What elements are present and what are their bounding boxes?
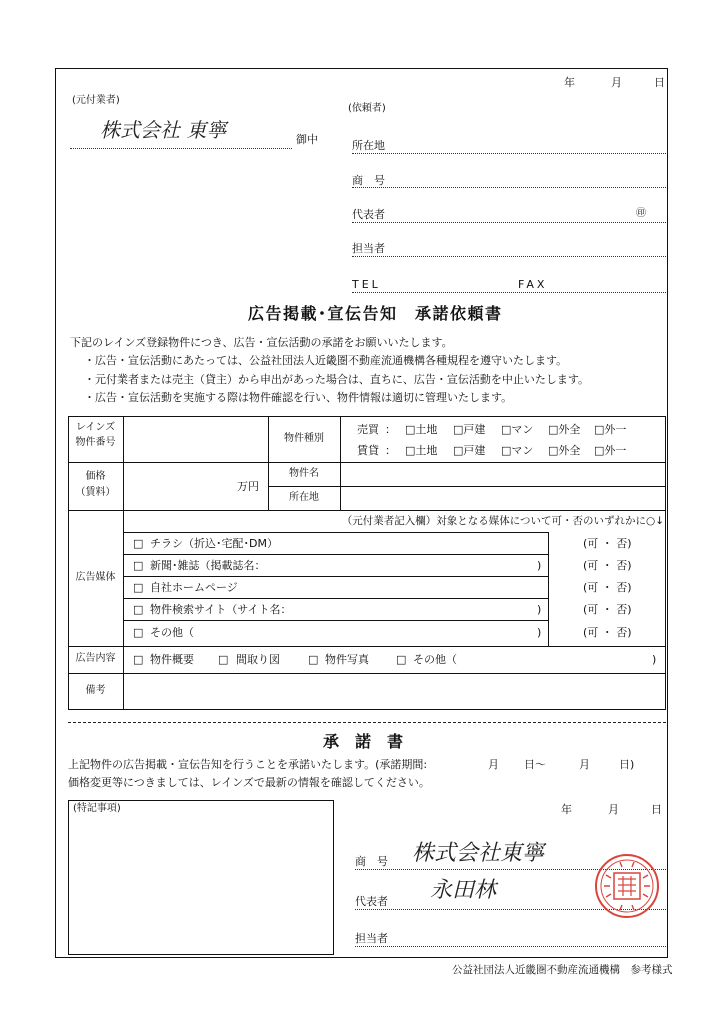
media-checkbox[interactable]: □: [133, 537, 144, 550]
content-option-label: 間取り図: [236, 653, 280, 666]
table-rule: [123, 620, 548, 621]
special-notes-label: (特記事項): [73, 803, 121, 814]
intro-line: ・広告・宣伝活動にあたっては、公益社団法人近畿圏不動産流通機構各種規程を遵守いたします。: [84, 354, 568, 367]
remarks-label: 備考: [85, 685, 106, 696]
media-option-choice[interactable]: (可 ・ 否): [583, 603, 632, 616]
table-rule: [123, 576, 548, 577]
consent-contact-field[interactable]: [355, 946, 666, 947]
requester-tel-fax-field[interactable]: [352, 292, 666, 293]
media-option-close: ): [537, 603, 542, 616]
table-rule: [548, 532, 549, 646]
intro-line: ・広告・宣伝活動を実施する際は物件確認を行い、物件情報は適切に管理いたします。: [84, 391, 513, 404]
consent-statement: 上記物件の広告掲載・宣伝告知を行うことを承諾いたします。(承諾期間:: [68, 758, 428, 771]
requester-contact-field[interactable]: [352, 256, 666, 257]
requester-representative-label: 代表者: [352, 208, 385, 221]
sale-option-land[interactable]: □土地: [405, 423, 438, 436]
content-option-label: 物件写真: [325, 653, 369, 666]
content-label: 広告内容: [75, 653, 116, 664]
content-checkbox[interactable]: □: [396, 653, 407, 666]
media-option-choice[interactable]: (可 ・ 否): [583, 559, 632, 572]
requester-address-label: 所在地: [352, 139, 385, 152]
consent-period-from-day: 日～: [524, 758, 546, 771]
media-label: 広告媒体: [75, 572, 116, 583]
rent-option-mansion[interactable]: □マン: [501, 444, 534, 457]
content-option-close: ): [652, 653, 657, 666]
content-checkbox[interactable]: □: [133, 653, 144, 666]
rent-separator: ：: [385, 444, 396, 457]
table-rule: [68, 510, 666, 511]
media-option-choice[interactable]: (可 ・ 否): [583, 537, 632, 550]
table-rule: [68, 646, 666, 647]
requester-label: (依頼者): [348, 103, 386, 114]
requester-trade-name-label: 商 号: [352, 174, 385, 187]
price-label: [68, 472, 123, 498]
table-rule: [123, 554, 548, 555]
media-checkbox[interactable]: □: [133, 559, 144, 572]
consent-contact-label: 担当者: [355, 932, 388, 945]
recipient-line[interactable]: [70, 148, 292, 149]
media-option-label: 新聞･雑誌（掲載誌名：: [150, 559, 266, 572]
sale-option-single-unit[interactable]: □外一: [594, 423, 627, 436]
remarks-field[interactable]: [124, 674, 665, 709]
media-option-choice[interactable]: (可 ・ 否): [583, 626, 632, 639]
consent-representative-label: 代表者: [355, 895, 388, 908]
media-option-choice[interactable]: (可 ・ 否): [583, 581, 632, 594]
location-field[interactable]: [341, 487, 665, 509]
requester-tel-label: TEL: [352, 278, 381, 291]
media-option-close: ): [537, 626, 542, 639]
sale-option-whole-building[interactable]: □外全: [548, 423, 581, 436]
property-name-field[interactable]: [341, 463, 665, 485]
rent-label: 賃貸: [357, 444, 379, 457]
intro-line: 下記のレインズ登録物件につき、広告・宣伝活動の承諾をお願いいたします。: [70, 336, 453, 349]
consent-date-day: 日: [651, 803, 662, 816]
date-day: 日: [654, 76, 665, 89]
consent-trade-name-label: 商 号: [355, 855, 388, 868]
company-seal: [592, 851, 662, 921]
price-field[interactable]: [124, 463, 234, 509]
media-option-label: その他（: [150, 626, 194, 639]
intro-line: ・元付業者または売主（貸主）から申出があった場合は、直ちに、広告・宣伝活動を中止いたします。: [84, 373, 590, 386]
cut-line: [68, 722, 666, 723]
price-label-line1: 価格: [85, 471, 106, 482]
consent-date-month: 月: [608, 803, 619, 816]
media-option-label: チラシ（折込･宅配･DM）: [150, 537, 278, 550]
consent-representative-handwritten: 永田林: [430, 878, 497, 903]
media-option-label: 物件検索サイト（サイト名：: [150, 603, 292, 616]
footer-source: 公益社団法人近畿圏不動産流通機構 参考様式: [452, 964, 673, 976]
property-name-label: 物件名: [289, 468, 319, 479]
sale-label: 売買: [357, 423, 379, 436]
content-option-label: 物件概要: [150, 653, 194, 666]
media-option-close: ): [537, 559, 542, 572]
content-checkbox[interactable]: □: [218, 653, 229, 666]
seal-mark: ㊞: [636, 208, 646, 219]
recipient-label: (元付業者): [72, 95, 120, 106]
requester-address-field[interactable]: [352, 153, 666, 154]
requester-fax-label: FAX: [518, 278, 548, 291]
consent-period-to-month: 月: [579, 758, 590, 771]
price-unit: 万円: [237, 480, 259, 493]
reins-number-label: [68, 423, 123, 448]
request-title: 広告掲載･宣伝告知 承諾依頼書: [248, 304, 503, 323]
media-checkbox[interactable]: □: [133, 603, 144, 616]
property-type-label: 物件種別: [284, 433, 324, 444]
reins-number-field[interactable]: [124, 417, 268, 462]
table-rule: [123, 532, 548, 533]
media-option-label: 自社ホームページ: [150, 581, 238, 594]
consent-period-from-month: 月: [488, 758, 499, 771]
requester-representative-field[interactable]: [352, 222, 666, 223]
consent-date-year: 年: [561, 803, 572, 816]
rent-option-house[interactable]: □戸建: [453, 444, 486, 457]
special-notes-box[interactable]: [68, 800, 334, 955]
recipient-company-handwritten: 株式会社 東寧: [100, 118, 227, 142]
requester-trade-name-field[interactable]: [352, 187, 666, 188]
reins-number-label-line1: レインズ: [75, 422, 116, 433]
media-header: （元付業者記入欄）対象となる媒体について可・否のいずれかに○↓: [341, 515, 664, 527]
requester-contact-label: 担当者: [352, 242, 385, 255]
rent-option-land[interactable]: □土地: [405, 444, 438, 457]
media-checkbox[interactable]: □: [133, 626, 144, 639]
consent-title: 承 諾 書: [323, 732, 404, 751]
content-option-label: その他（: [413, 653, 457, 666]
rent-option-whole-building[interactable]: □外全: [548, 444, 581, 457]
location-label: 所在地: [289, 492, 319, 503]
consent-note: 価格変更等につきましては、レインズで最新の情報を確認してください。: [68, 776, 430, 789]
media-checkbox[interactable]: □: [133, 581, 144, 594]
rent-option-single-unit[interactable]: □外一: [594, 444, 627, 457]
recipient-honorific: 御中: [296, 133, 318, 146]
date-year: 年: [564, 76, 575, 89]
sale-separator: ：: [385, 423, 396, 436]
date-month: 月: [611, 76, 622, 89]
consent-period-to-day: 日): [619, 758, 635, 771]
table-rule: [123, 598, 548, 599]
price-label-line2: （賃料）: [75, 487, 116, 498]
reins-number-label-line2: 物件番号: [75, 437, 116, 448]
sale-option-house[interactable]: □戸建: [453, 423, 486, 436]
consent-trade-name-handwritten: 株式会社東寧: [412, 841, 545, 866]
content-checkbox[interactable]: □: [308, 653, 319, 666]
sale-option-mansion[interactable]: □マン: [501, 423, 534, 436]
